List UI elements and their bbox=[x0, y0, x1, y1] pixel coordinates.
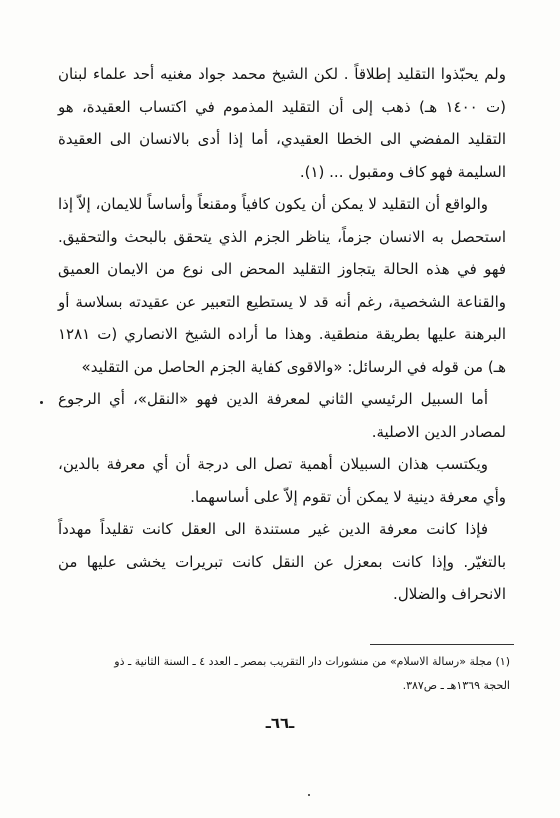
scan-speck bbox=[308, 794, 310, 796]
paragraph-1: ولم يحبّذوا التقليد إطلاقاً . لكن الشيخ محمد جواد مغنيه أحد علماء لبنان (ت ١٤٠٠ هـ) ذهب إلى أن التقليد المذموم في اكتساب العقيدة، هو التقليد المفضي الى الخطا العقيدي، أما إذا أدى بالانسان الى العقيدة السليمة فهو كاف ومقبول ... (١). bbox=[58, 65, 506, 181]
paragraph-4: ويكتسب هذان السبيلان أهمية تصل الى درجة أن أي معرفة بالدين، وأي معرفة دينية لا يمكن أن تقوم إلاّ على أساسهما. bbox=[58, 455, 506, 506]
footnote-line: الحجة ١٣٦٩هـ ـ ص٣٨٧. bbox=[402, 679, 510, 692]
footnote-divider bbox=[370, 644, 514, 645]
paragraph-5: فإذا كانت معرفة الدين غير مستندة الى العقل كانت تقليداً مهدداً بالتغيّر. وإذا كانت بمعزل عن النقل كانت تبريرات يخشى عليها من الانحراف والضلال. bbox=[58, 520, 506, 603]
paragraph-3: أما السبيل الرئيسي الثاني لمعرفة الدين فهو «النقل»، أي الرجوع لمصادر الدين الاصلية. bbox=[58, 390, 506, 441]
scan-speck bbox=[40, 401, 43, 404]
page-number: ـ٦٦ـ bbox=[265, 714, 295, 732]
footnote bbox=[58, 650, 510, 698]
paragraph-2: والواقع أن التقليد لا يمكن أن يكون كافياً ومقنعاً وأساساً للايمان، إلاّ إذا استحصل به الانسان جزماً، يناظر الجزم الذي يتحقق بالبحث والتحقيق. فهو في هذه الحالة يتجاوز التقليد المحض الى نوع من الايمان العميق والقناعة الشخصية، رغم أنه قد لا يستطيع التعبير عن عقيدته بسلاسة أو البرهنة عليها بطريقة منطقية. وهذا ما أراده الشيخ الانصاري (ت ١٢٨١ هـ) من قوله في الرسائل: «والاقوى كفاية الجزم الحاصل من التقليد» bbox=[58, 195, 506, 376]
footnote-line: (١) مجلة «رسالة الاسلام» من منشورات دار التقريب بمصر ـ العدد ٤ ـ السنة الثانية ـ ذو bbox=[114, 655, 510, 668]
body-text bbox=[58, 58, 506, 611]
